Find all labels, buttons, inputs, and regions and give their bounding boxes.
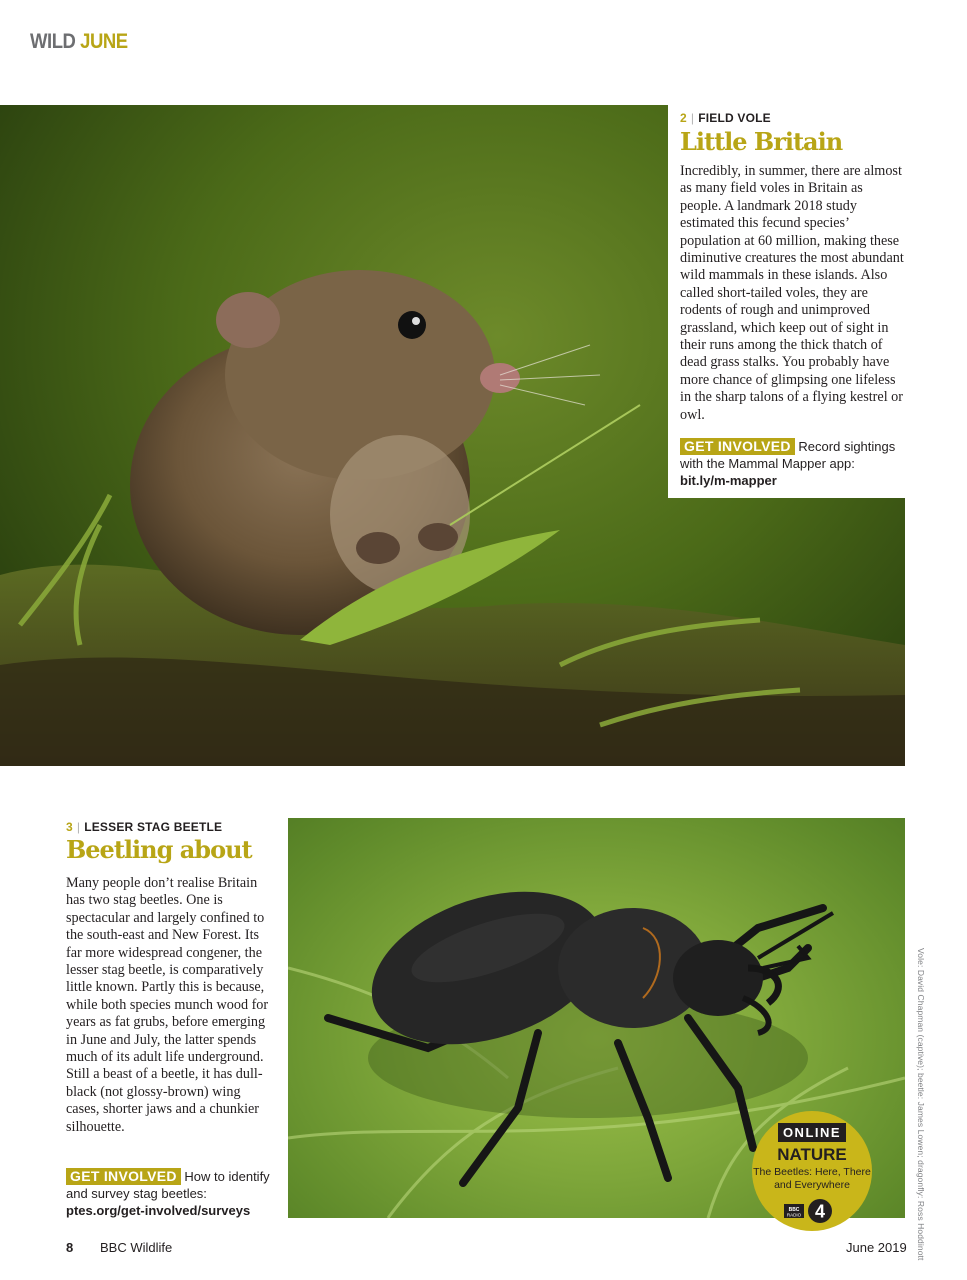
online-nature-badge[interactable]: [752, 1111, 872, 1231]
get-involved-text: Record sightings with the Mammal Mapper app:: [680, 439, 896, 471]
page-number: 8: [66, 1240, 74, 1255]
ptes-surveys-link[interactable]: ptes.org/get-involved/surveys: [66, 1203, 251, 1218]
beetle-body: Many people don’t realise Britain has two stag beetles. One is spectacular and largely confined to the south-east and New Forest. Its far more widespread congener, the lesser stag beetle, is comparatively little known. Partly this is because, while both species munch wood for years as fat grubs, before emerging in June and July, the latter spends much of its adult life underground. Still a beast of a beetle, it has dull-black (not glossy-brown) wing cases, shorter jaws and a chunkier silhouette.: [66, 875, 269, 1135]
photo-credits: Vole: David Chapman (captive); beetle: James Lowen; dragonfly: Ross Hoddinott: [916, 948, 926, 1261]
get-involved-text: How to identify and survey stag beetles:: [66, 1169, 270, 1201]
section-number: 3: [66, 820, 73, 834]
section-number: 2: [680, 111, 687, 125]
beetle-get-involved: [66, 1168, 276, 1219]
section-title: FIELD VOLE: [698, 111, 771, 125]
field-vole-body: Incredibly, in summer, there are almost as many field voles in Britain as people. A landmark 2018 study estimated this fecund species’ population at 60 million, making these diminutive creatures the most abundant wild mammals in these islands. Also called short-tailed voles, they are rodents of rough and unimproved grassland, which keep out of sight in their runs among the thick thatch of dead grass stalks. You probably have more chance of glimpsing one lifeless in the sharp talons of a flying kestrel or owl.: [680, 163, 904, 423]
beetle-headline: Beetling about: [66, 835, 252, 864]
kicker-month: JUNE: [80, 30, 128, 53]
beetle-section-label: 3 | LESSER STAG BEETLE: [66, 820, 223, 834]
get-involved-tag: GET INVOLVED: [66, 1168, 181, 1185]
field-vole-text-box: [668, 105, 905, 498]
mammal-mapper-link[interactable]: bit.ly/m-mapper: [680, 473, 777, 488]
section-title: LESSER STAG BEETLE: [84, 820, 223, 834]
publication-name: BBC Wildlife: [100, 1240, 173, 1255]
bbc-radio-4-logo: [784, 1198, 840, 1224]
section-kicker: [30, 30, 128, 54]
kicker-wild: WILD: [30, 30, 76, 53]
field-vole-headline: Little Britain: [680, 127, 843, 156]
svg-text:BBC: BBC: [788, 1207, 800, 1213]
programme-title: The Beetles: Here, There and Everywhere: [753, 1166, 871, 1191]
get-involved-tag: GET INVOLVED: [680, 438, 795, 455]
field-vole-get-involved: [680, 438, 905, 489]
svg-text:RADIO: RADIO: [786, 1212, 802, 1218]
online-tag: ONLINE: [778, 1123, 846, 1142]
svg-text:4: 4: [814, 1201, 826, 1222]
radio-4-logo-icon: [784, 1198, 840, 1224]
field-vole-section-label: 2 | FIELD VOLE: [680, 111, 771, 125]
nature-title: NATURE: [777, 1145, 847, 1164]
issue-date: June 2019: [846, 1240, 907, 1255]
